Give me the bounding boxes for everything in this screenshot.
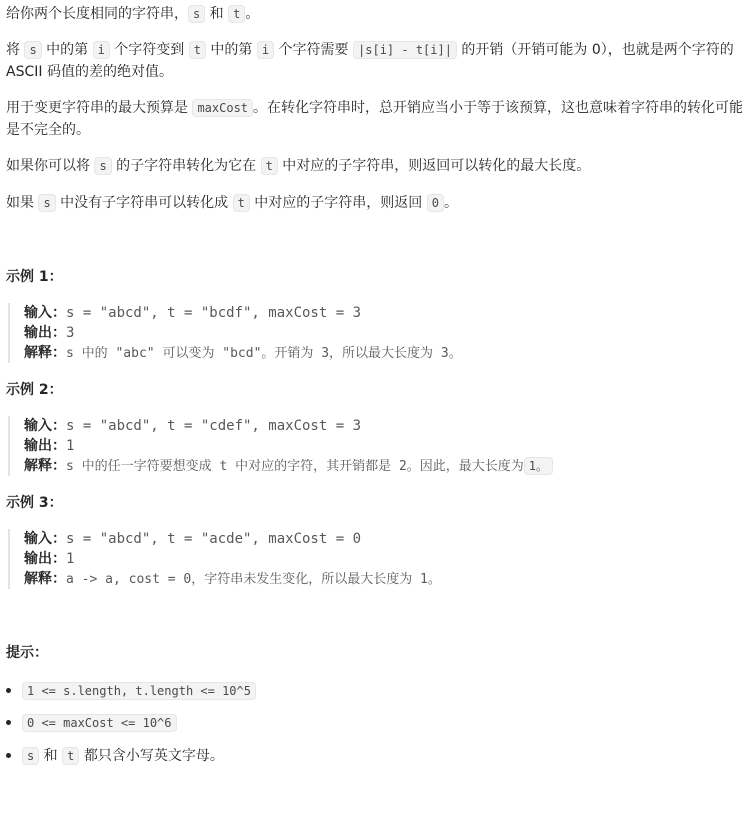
example-1-block	[8, 303, 462, 363]
inline-code-i: i	[93, 41, 110, 59]
inline-code-i: i	[257, 41, 274, 59]
inline-code-s: s	[38, 194, 55, 212]
input-label: 输入：	[24, 418, 66, 434]
inline-code-s: s	[94, 157, 111, 175]
example-3-title: 示例 3：	[6, 495, 63, 511]
cost-paragraph-line2: ASCII 码值的差的绝对值。	[6, 64, 173, 80]
example-2-explain-row	[24, 456, 553, 476]
bullet-icon	[6, 688, 11, 693]
fallback-text: 中对应的子字符串，则返回	[249, 195, 427, 211]
example-2-block	[8, 416, 553, 476]
hint-item-2	[22, 712, 177, 734]
inline-code-t: t	[233, 194, 250, 212]
example-2-input-row	[24, 416, 553, 436]
cost-text: 个字符需要	[274, 42, 354, 58]
budget-paragraph	[6, 97, 743, 119]
example-1-output: 3	[66, 325, 75, 341]
cost-text: 的开销（开销可能为 0），也就是两个字符的	[456, 42, 734, 58]
inline-code-s: s	[24, 41, 41, 59]
hint-1-code: 1 <= s.length, t.length <= 10^5	[22, 682, 256, 700]
intro-text: 。	[245, 6, 260, 22]
cost-text: 中的第	[205, 42, 257, 58]
task-paragraph	[6, 155, 590, 177]
hint-3-text: 和	[39, 748, 63, 764]
output-label: 输出：	[24, 325, 66, 341]
example-3-explanation: a -> a, cost = 0，字符串未发生变化，所以最大长度为 1。	[66, 572, 441, 587]
inline-code-result: 1。	[524, 457, 553, 475]
intro-paragraph	[6, 3, 259, 25]
task-text: 如果你可以将	[6, 158, 95, 174]
example-2-input: s = "abcd", t = "cdef", maxCost = 3	[66, 418, 362, 434]
fallback-text: 。	[443, 195, 458, 211]
example-1-input: s = "abcd", t = "bcdf", maxCost = 3	[66, 305, 362, 321]
budget-text: 。在转化字符串时，总开销应当小于等于该预算，这也意味着字符串的转化可能	[253, 100, 744, 116]
hints-title: 提示：	[6, 645, 48, 661]
inline-code-s: s	[188, 5, 205, 23]
example-3-output-row	[24, 549, 441, 569]
hint-item-3	[22, 745, 224, 767]
example-3-input-row	[24, 529, 441, 549]
inline-code-zero: 0	[427, 194, 444, 212]
inline-code-t: t	[189, 41, 206, 59]
example-1-output-row	[24, 323, 462, 343]
explain-label: 解释：	[24, 345, 66, 361]
example-2-title: 示例 2：	[6, 382, 63, 398]
inline-code-t: t	[261, 157, 278, 175]
budget-paragraph-line2: 是不完全的。	[6, 122, 90, 138]
example-1-input-row	[24, 303, 462, 323]
bullet-icon	[6, 753, 11, 758]
intro-text: 和	[205, 6, 229, 22]
inline-code-s: s	[22, 747, 39, 765]
example-3-block	[8, 529, 441, 589]
explain-label: 解释：	[24, 571, 66, 587]
hint-item-1	[22, 680, 256, 702]
example-1-explanation: s 中的 "abc" 可以变为 "bcd"。开销为 3，所以最大长度为 3。	[66, 346, 462, 361]
example-1-title: 示例 1：	[6, 269, 63, 285]
task-text: 中对应的子字符串，则返回可以转化的最大长度。	[277, 158, 591, 174]
input-label: 输入：	[24, 305, 66, 321]
output-label: 输出：	[24, 438, 66, 454]
output-label: 输出：	[24, 551, 66, 567]
example-2-output: 1	[66, 438, 75, 454]
cost-paragraph	[6, 39, 734, 61]
explain-label: 解释：	[24, 458, 66, 474]
fallback-text: 如果	[6, 195, 39, 211]
hint-2-code: 0 <= maxCost <= 10^6	[22, 714, 177, 732]
budget-text: 用于变更字符串的最大预算是	[6, 100, 193, 116]
cost-text: 将	[6, 42, 25, 58]
intro-text: 给你两个长度相同的字符串，	[6, 6, 188, 22]
hint-3-text: 都只含小写英文字母。	[79, 748, 224, 764]
example-2-output-row	[24, 436, 553, 456]
inline-code-maxcost: maxCost	[192, 99, 253, 117]
input-label: 输入：	[24, 531, 66, 547]
fallback-paragraph	[6, 192, 458, 214]
example-2-explanation: s 中的任一字符要想变成 t 中对应的字符，其开销都是 2。因此，最大长度为	[66, 459, 524, 474]
inline-code-t: t	[62, 747, 79, 765]
fallback-text: 中没有子字符串可以转化成	[55, 195, 233, 211]
task-text: 的子字符串转化为它在	[111, 158, 261, 174]
example-1-explain-row	[24, 343, 462, 363]
inline-code-t: t	[228, 5, 245, 23]
bullet-icon	[6, 720, 11, 725]
cost-text: 个字符变到	[109, 42, 189, 58]
example-3-input: s = "abcd", t = "acde", maxCost = 0	[66, 531, 362, 547]
example-3-explain-row	[24, 569, 441, 589]
cost-text: 中的第	[41, 42, 93, 58]
example-3-output: 1	[66, 551, 75, 567]
inline-code-expression: |s[i] - t[i]|	[353, 41, 457, 59]
